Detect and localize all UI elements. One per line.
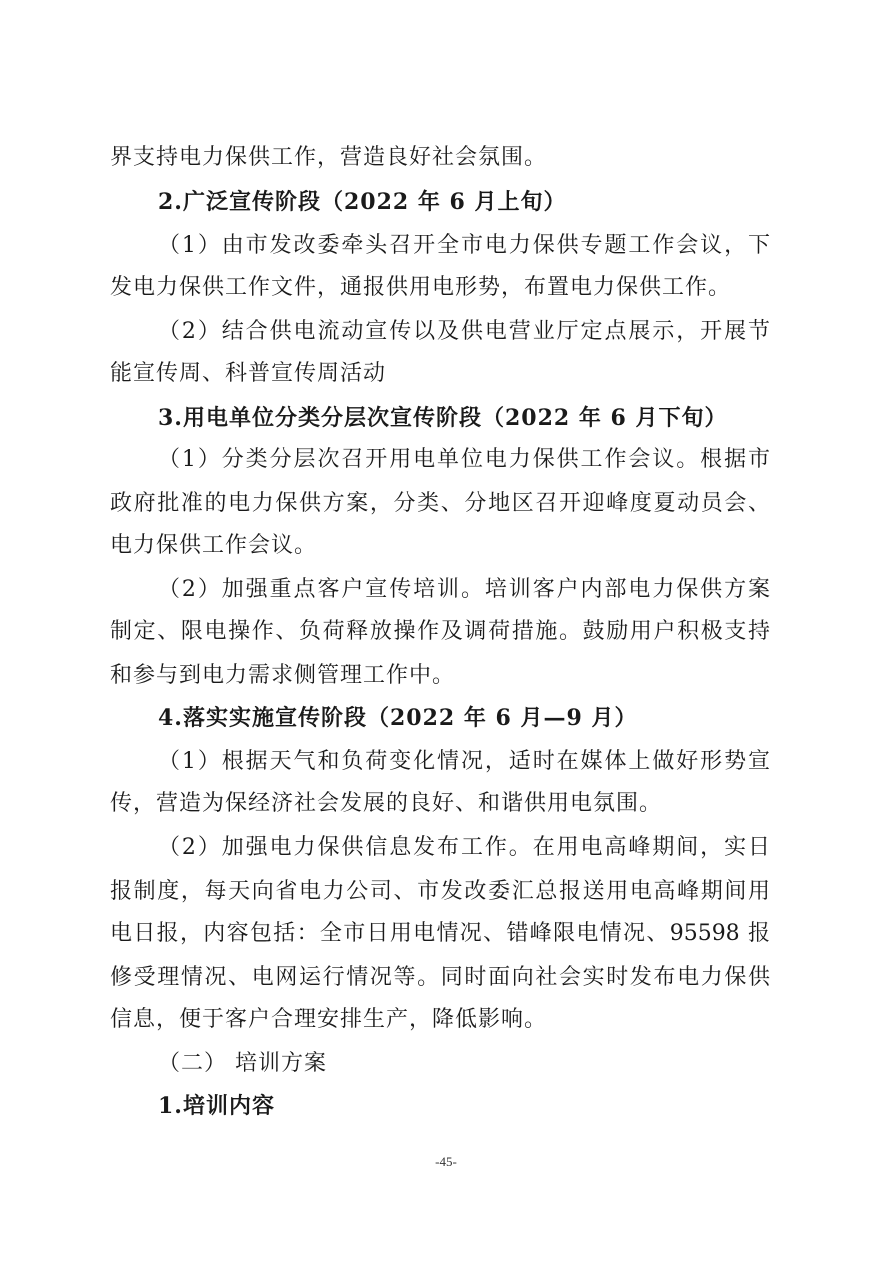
section-heading: 4.落实实施宣传阶段（2022 年 6 月—9 月） [158,705,638,731]
text-line: 发电力保供工作文件，通报供用电形势，布置电力保供工作。 [110,275,732,300]
text-line: 传，营造为保经济社会发展的良好、和谐供用电氛围。 [110,791,663,816]
text-line: （2）加强电力保供信息发布工作。在用电高峰期间，实日 [158,835,770,860]
text-line: 信息，便于客户合理安排生产，降低影响。 [110,1007,548,1032]
text-line: 政府批准的电力保供方案，分类、分地区召开迎峰度夏动员会、 [110,491,770,516]
text-line: （1）分类分层次召开用电单位电力保供工作会议。根据市 [158,447,770,472]
section-heading: 1.培训内容 [158,1093,275,1119]
section-heading: 3.用电单位分类分层次宣传阶段（2022 年 6 月下旬） [158,405,728,431]
text-line: 电力保供工作会议。 [110,533,318,558]
text-line: 修受理情况、电网运行情况等。同时面向社会实时发布电力保供 [110,965,770,990]
text-line: （1）根据天气和负荷变化情况，适时在媒体上做好形势宣 [158,749,770,774]
text-line: （2）结合供电流动宣传以及供电营业厅定点展示，开展节 [158,319,770,344]
text-line: 报制度，每天向省电力公司、市发改委汇总报送用电高峰期间用 [110,879,770,904]
text-line: （1）由市发改委牵头召开全市电力保供专题工作会议，下 [158,233,770,258]
text-line: 能宣传周、科普宣传周活动 [110,361,387,386]
page-number: -45- [435,1154,457,1169]
text-line: （2）加强重点客户宣传培训。培训客户内部电力保供方案 [158,577,770,602]
text-line: 制定、限电操作、负荷释放操作及调荷措施。鼓励用户积极支持 [110,619,770,644]
text-line: 界支持电力保供工作，营造良好社会氛围。 [110,145,548,170]
text-line: 和参与到电力需求侧管理工作中。 [110,663,456,688]
subsection-heading: （二） 培训方案 [158,1051,327,1076]
text-line: 电日报，内容包括：全市日用电情况、错峰限电情况、95598 报 [110,921,770,946]
section-heading: 2.广泛宣传阶段（2022 年 6 月上旬） [158,189,567,215]
